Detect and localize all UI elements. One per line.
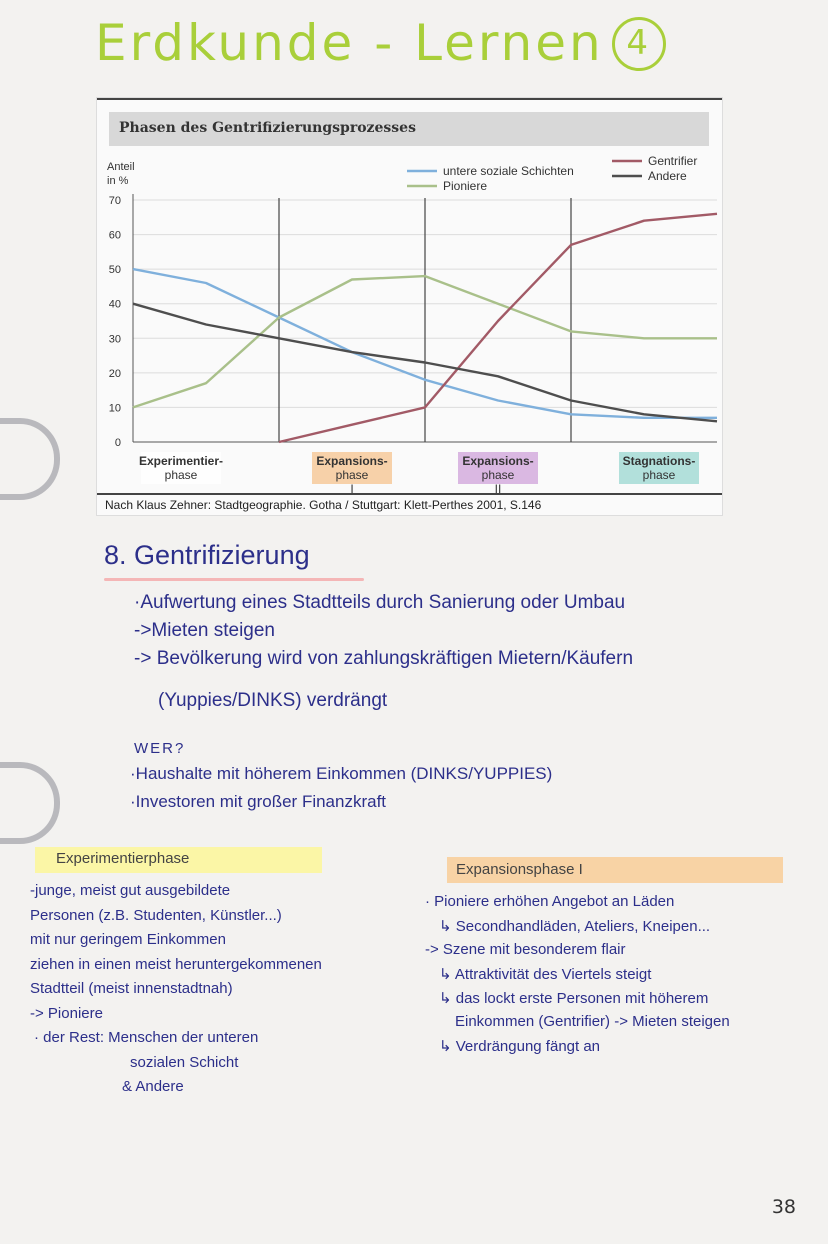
left-box-line: -junge, meist gut ausgebildete [30,882,231,899]
phase-label: phase [642,468,676,482]
y-tick-label: 40 [108,298,121,311]
left-box-line: ziehen in einen meist heruntergekommenen [30,955,322,973]
left-box-line: · der Rest: Menschen der unteren [34,1029,259,1046]
legend-label: Gentrifier [648,154,698,168]
figure-title: Phasen des Gentrifizierungsprozesses [119,120,416,136]
y-tick-label: 20 [108,367,121,380]
y-tick-label: 50 [108,264,121,277]
phase-label: Expansions- [462,454,534,468]
legend-label: Pioniere [443,179,488,193]
phase-label: phase [481,468,515,482]
y-tick-label: 60 [108,229,121,242]
title-number-circle: 4 [612,17,666,71]
right-box-line: ↳ Attraktivität des Viertels steigt [439,966,652,983]
phase-label: Stagnations- [622,454,696,468]
phase-label: phase [164,468,198,482]
section-title-underline [104,578,364,581]
binder-ring-bottom [0,762,60,844]
note-wer-heading: WER? [134,740,186,757]
y-tick-label: 0 [114,437,121,449]
right-box-line: Einkommen (Gentrifier) -> Mieten steigen [455,1013,730,1030]
left-box-line: mit nur geringem Einkommen [30,931,226,948]
phase-label: phase [335,468,369,482]
phase-label: II [494,482,502,496]
phase-label: Experimentier- [138,454,224,468]
note-line-aufwertung: ·Aufwertung eines Stadtteils durch Sanierung oder Umbau [134,592,626,613]
page-number: 38 [771,1196,796,1218]
left-box-line: -> Pioniere [30,1004,103,1022]
right-box-line: ↳ das lockt erste Personen mit höherem [439,990,709,1007]
gentrification-chart [97,100,722,515]
y-axis-label-unit: in % [107,175,129,187]
right-box-line: ↳ Secondhandläden, Ateliers, Kneipen... [439,918,711,935]
section-title: 8. Gentrifizierung [104,540,310,570]
note-wer-investoren: ·Investoren mit großer Finanzkraft [130,792,387,811]
figure-source: Nach Klaus Zehner: Stadtgeographie. Gotha / Stuttgart: Klett-Perthes 2001, S.146 [97,493,722,515]
gentrification-figure [97,98,722,515]
phase-label: Expansions- [316,454,388,468]
right-box-line: ↳ Verdrängung fängt an [439,1038,601,1055]
left-box-title: Experimentierphase [56,850,190,867]
left-box-line: & Andere [122,1078,184,1095]
y-tick-label: 70 [108,195,121,207]
legend-label: untere soziale Schichten [443,164,574,178]
y-axis-label: Anteil [107,161,135,173]
legend-label: Andere [648,169,687,183]
note-line-bevoelkerung: -> Bevölkerung wird von zahlungskräftigen Mietern/Käufern [134,648,634,669]
note-wer-haushalte: ·Haushalte mit höherem Einkommen (DINKS/YUPPIES) [130,764,553,783]
left-box-line: sozialen Schicht [130,1053,239,1071]
note-line-yuppies: (Yuppies/DINKS) verdrängt [158,690,388,711]
binder-ring-top [0,418,60,500]
left-box-line: Personen (z.B. Studenten, Künstler...) [30,906,282,924]
y-tick-label: 30 [108,333,121,346]
right-box-title: Expansionsphase I [456,861,583,878]
page-title: Erdkunde - Lernen 4 [95,14,666,72]
note-line-mieten: ->Mieten steigen [134,620,275,641]
right-box-line: · Pioniere erhöhen Angebot an Läden [425,893,675,910]
right-box-line: -> Szene mit besonderem flair [425,941,626,958]
phase-label: I [350,482,354,496]
left-box-line: Stadtteil (meist innenstadtnah) [30,980,233,997]
y-tick-label: 10 [108,402,121,415]
